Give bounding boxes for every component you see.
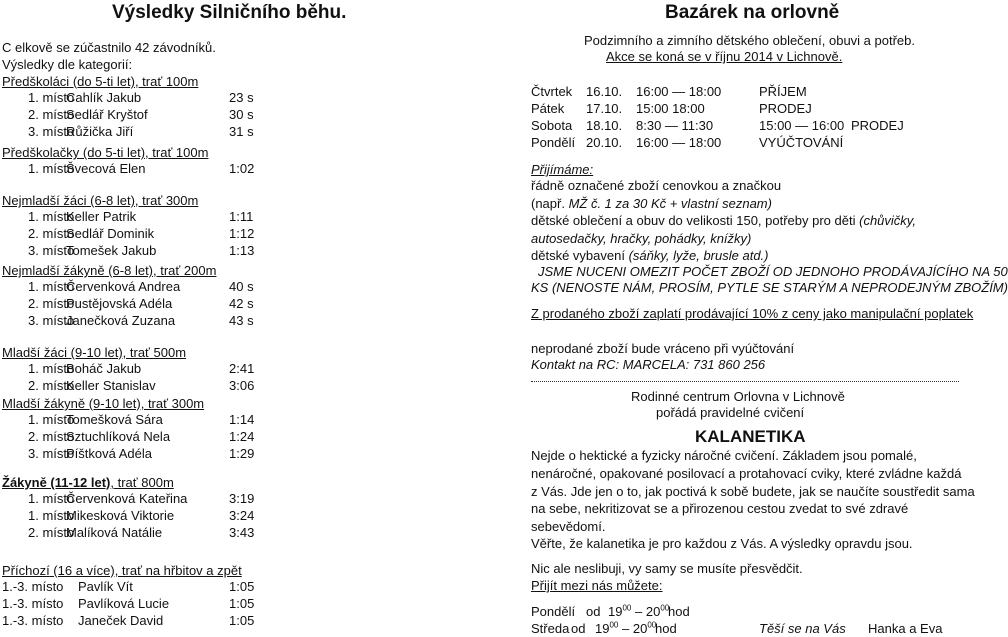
result-time: 1:05: [229, 596, 255, 611]
result-time: 30 s: [229, 107, 254, 122]
accept-equipment: [531, 248, 768, 264]
result-place: 1. místo: [28, 279, 75, 294]
result-place: 3. místo: [28, 446, 75, 461]
kalanetika-text-2: nenáročné, opakované posilovací a protahovací cviky, které zvládne každá: [531, 466, 962, 481]
kalanetika-title: KALANETIKA: [695, 427, 806, 446]
schedule-date: 20.10.: [586, 135, 623, 150]
result-time: 1:12: [229, 226, 255, 241]
result-time: 1:14: [229, 412, 255, 427]
class-day: Pondělí: [531, 604, 576, 619]
category-detail: , trať 800m: [110, 475, 174, 490]
class-m2: 00: [647, 620, 657, 630]
category-detail: (16 a více), trať na hřbitov a zpět: [49, 563, 242, 578]
result-place: 2. místo: [28, 429, 75, 444]
kalanetika-text-3: z Vás. Jde jen o to, jak poctivá k sobě budete, jak se naučíte soustředit sama: [531, 484, 975, 499]
result-time: 40 s: [229, 279, 254, 294]
category-detail: (9-10 let), trať 300m: [85, 396, 205, 411]
center-offer: pořádá pravidelné cvičení: [656, 405, 805, 420]
result-time: 3:06: [229, 378, 255, 393]
category-detail: (do 5-ti let), trať 100m: [69, 74, 199, 89]
separator-line: [531, 381, 959, 382]
accept-example-detail: MŽ č. 1 za 30 Kč + vlastní seznam): [568, 196, 772, 211]
accept-toys: autosedačky, hračky, pohádky, knížky): [531, 231, 752, 246]
schedule-day: Sobota: [531, 118, 573, 133]
result-name: Švecová Elen: [66, 161, 146, 176]
schedule-time: 8:30 — 11:30: [636, 118, 714, 133]
category-heading: [2, 74, 198, 90]
result-name: Pustějovská Adéla: [66, 296, 173, 311]
promise-line: Nic ale neslibuji, vy samy se musíte přesvědčit.: [531, 561, 803, 576]
result-place: 2. místo: [28, 525, 75, 540]
accept-example: [531, 196, 772, 212]
category-detail: (6-8 let), trať 300m: [86, 193, 199, 208]
kalanetika-text-1: Nejde o hektické a fyzicky náročné cvičení. Základem jsou pomalé,: [531, 448, 917, 463]
result-place: 1. místo: [28, 90, 75, 105]
result-name: Cahlík Jakub: [66, 90, 142, 105]
accept-example-prefix: (např.: [531, 196, 569, 211]
schedule-time: 16:00 — 18:00: [636, 135, 722, 150]
result-place: 1.-3. místo: [2, 596, 64, 611]
schedule-day: Pátek: [531, 101, 565, 116]
result-name: Červenková Andrea: [66, 279, 181, 294]
bazaar-subtitle: Podzimního a zimního dětského oblečení, obuvi a potřeb.: [584, 33, 915, 48]
schedule-day: Pondělí: [531, 135, 576, 150]
class-h1: 19: [595, 621, 610, 636]
class-m1: 00: [609, 620, 619, 630]
result-name: Pavlík Vít: [78, 579, 133, 594]
schedule-date: 18.10.: [586, 118, 623, 133]
schedule-time: 16:00 — 18:00: [636, 84, 722, 99]
result-name: Červenková Kateřina: [66, 491, 188, 506]
class-hod: hod: [668, 604, 690, 619]
class-hod: hod: [655, 621, 677, 636]
result-place: 1. místo: [28, 412, 75, 427]
result-place: 1. místo: [28, 508, 75, 523]
result-name: Sedlář Dominik: [66, 226, 155, 241]
result-place: 1. místo: [28, 491, 75, 506]
result-place: 2. místo: [28, 226, 75, 241]
bazaar-title: Bazárek na orlovně: [665, 2, 840, 23]
class-note: Těší se na Vás: [759, 621, 846, 636]
accept-heading: Přijímáme:: [531, 162, 594, 177]
limit-warning-1: JSME NUCENI OMEZIT POČET ZBOŽÍ OD JEDNOHO PRODÁVAJÍCÍHO NA 50: [538, 264, 1008, 279]
result-time: 23 s: [229, 90, 254, 105]
category-label: Žákyně (11-12 let): [2, 475, 111, 490]
category-heading: [2, 145, 208, 161]
class-dash: –: [635, 604, 643, 619]
contact-info: Kontakt na RC: MARCELA: 731 860 256: [531, 357, 766, 372]
category-heading: [2, 345, 186, 361]
category-detail: (6-8 let), trať 200m: [104, 263, 217, 278]
result-place: 1. místo: [28, 209, 75, 224]
result-time: 42 s: [229, 296, 254, 311]
category-heading: [2, 396, 204, 412]
result-name: Mikesková Viktorie: [66, 508, 175, 523]
class-h2: 20: [632, 621, 648, 636]
result-time: 3:19: [229, 491, 255, 506]
result-name: Píštková Adéla: [66, 446, 152, 461]
returned-note: neprodané zboží bude vráceno při vyúčtování: [531, 341, 795, 356]
class-time-range: [608, 604, 669, 620]
result-place: 3. místo: [28, 243, 75, 258]
center-name: Rodinné centrum Orlovna v Lichnově: [631, 389, 845, 404]
accept-equipment-text: dětské vybavení: [531, 248, 629, 263]
kalanetika-text-5: sebevědomí.: [531, 519, 606, 534]
category-detail: (do 5-ti let), trať 100m: [79, 145, 209, 160]
result-time: 1:05: [229, 613, 255, 628]
result-name: Sztuchlíková Nela: [66, 429, 171, 444]
result-name: Boháč Jakub: [66, 361, 142, 376]
result-name: Růžička Jiří: [66, 124, 134, 139]
result-name: Keller Stanislav: [66, 378, 156, 393]
result-time: 1:29: [229, 446, 255, 461]
result-place: 2. místo: [28, 296, 75, 311]
class-m2: 00: [660, 603, 670, 613]
participants-count: C elkově se zúčastnilo 42 závodníků.: [2, 40, 216, 55]
category-label: Nejmladší žáci: [2, 193, 87, 208]
schedule-label: PŘÍJEM: [759, 84, 807, 99]
category-label: Předškoláci: [2, 74, 70, 89]
class-od: od: [571, 621, 586, 636]
result-time: 3:24: [229, 508, 255, 523]
bazaar-date-note: Akce se koná se v říjnu 2014 v Lichnově.: [606, 49, 843, 64]
class-h2: 20: [645, 604, 661, 619]
result-place: 3. místo: [28, 313, 75, 328]
schedule-time2: 15:00 — 16:00: [759, 118, 845, 133]
category-label: Mladší žákyně: [2, 396, 86, 411]
results-by-category: Výsledky dle kategorií:: [2, 57, 133, 72]
class-h1: 19: [608, 604, 623, 619]
result-name: Tomešek Jakub: [66, 243, 157, 258]
class-names: Hanka a Eva: [868, 621, 943, 636]
accept-clothes: [531, 213, 916, 229]
result-place: 2. místo: [28, 378, 75, 393]
result-time: 1:24: [229, 429, 255, 444]
class-dash: –: [622, 621, 630, 636]
race-results-title: Výsledky Silničního běhu.: [112, 2, 347, 23]
category-label: Mladší žáci: [2, 345, 68, 360]
schedule-day: Čtvrtek: [531, 84, 573, 99]
category-label: Předškolačky: [2, 145, 80, 160]
result-name: Sedlář Kryštof: [66, 107, 148, 122]
result-time: 31 s: [229, 124, 254, 139]
result-time: 1:05: [229, 579, 255, 594]
category-heading: [2, 563, 242, 579]
class-day: Středa: [531, 621, 570, 636]
result-time: 1:02: [229, 161, 255, 176]
result-time: 3:43: [229, 525, 255, 540]
category-label: Nejmladší žákyně: [2, 263, 105, 278]
category-label: Příchozí: [2, 563, 50, 578]
accept-clothes-detail: (chůvičky,: [859, 213, 916, 228]
accept-clothes-text: dětské oblečení a obuv do velikosti 150, potřeby pro děti: [531, 213, 860, 228]
accept-line: řádně označené zboží cenovkou a značkou: [531, 178, 782, 193]
result-name: Keller Patrik: [66, 209, 137, 224]
result-place: 1.-3. místo: [2, 613, 64, 628]
category-heading: [2, 193, 198, 209]
category-heading: [2, 475, 174, 491]
result-place: 1.-3. místo: [2, 579, 64, 594]
result-name: Malíková Natálie: [66, 525, 163, 540]
result-name: Tomešková Sára: [66, 412, 163, 427]
schedule-time: 15:00 18:00: [636, 101, 705, 116]
result-time: 2:41: [229, 361, 255, 376]
result-place: 1. místo: [28, 361, 75, 376]
schedule-label: PRODEJ: [851, 118, 904, 133]
result-name: Janečková Zuzana: [66, 313, 176, 328]
class-time-range: [595, 621, 656, 637]
category-detail: (9-10 let), trať 500m: [67, 345, 187, 360]
result-place: 3. místo: [28, 124, 75, 139]
class-od: od: [586, 604, 601, 619]
limit-warning-2: KS (NENOSTE NÁM, PROSÍM, PYTLE SE STARÝM A NEPRODEJNÝM ZBOŽÍM): [531, 280, 1008, 295]
result-time: 1:11: [229, 209, 254, 224]
schedule-heading: Přijít mezi nás můžete:: [531, 578, 663, 593]
schedule-date: 16.10.: [586, 84, 623, 99]
category-heading: [2, 263, 216, 279]
result-name: Janeček David: [78, 613, 164, 628]
kalanetika-text-6: Věřte, že kalanetika je pro každou z Vás. A výsledky opravdu jsou.: [531, 536, 913, 551]
fee-note: Z prodaného zboží zaplatí prodávající 10% z ceny jako manipulační poplatek: [531, 306, 974, 321]
result-place: 2. místo: [28, 107, 75, 122]
schedule-label: VYÚČTOVÁNÍ: [759, 135, 844, 150]
result-place: 1. místo: [28, 161, 75, 176]
result-name: Pavlíková Lucie: [78, 596, 170, 611]
class-m1: 00: [622, 603, 632, 613]
accept-equipment-detail: (sáňky, lyže, brusle atd.): [628, 248, 769, 263]
kalanetika-text-4: na sebe, nekritizovat se a přirozenou cestou zvedat to své zdravé: [531, 501, 909, 516]
result-time: 1:13: [229, 243, 255, 258]
result-time: 43 s: [229, 313, 254, 328]
schedule-label: PRODEJ: [759, 101, 812, 116]
schedule-date: 17.10.: [586, 101, 623, 116]
